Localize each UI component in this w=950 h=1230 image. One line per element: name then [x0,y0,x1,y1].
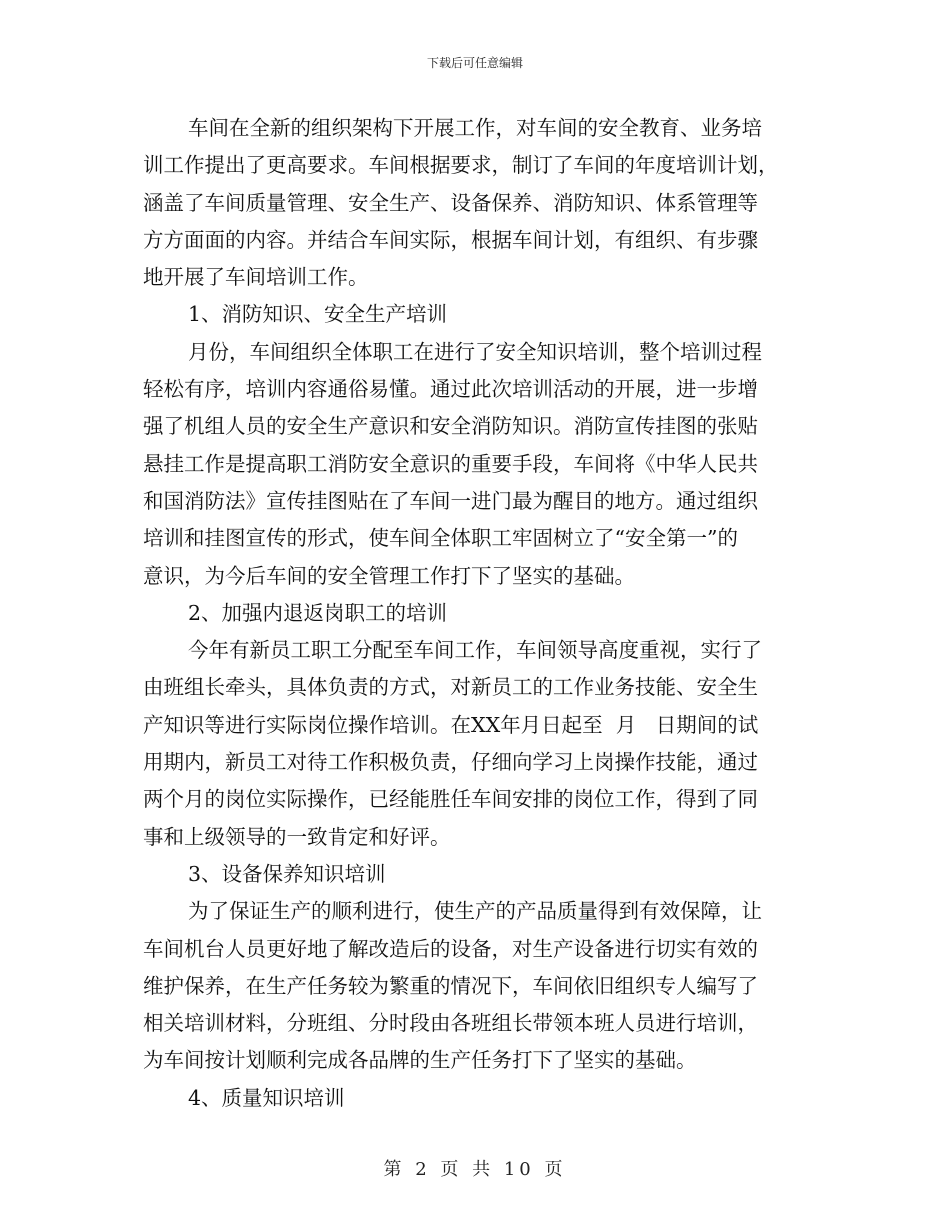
paragraph-line: 维护保养，在生产任务较为繁重的情况下，车间依旧组织专人编写了 [143,973,758,998]
paragraph-line: 车间在全新的组织架构下开展工作，对车间的安全教育、业务培 [188,116,762,140]
page-footer: 第 2 页 共 10 页 [383,1159,567,1180]
paragraph-line: 地开展了车间培训工作。 [143,265,369,290]
paragraph-line: 用期内，新员工对待工作积极负责，仔细向学习上岗操作技能，通过 [143,750,758,775]
paragraph-line: 悬挂工作是提高职工消防安全意识的重要手段，车间将《中华人民共 [143,451,758,476]
paragraph-line: 两个月的岗位实际操作，已经能胜任车间安排的岗位工作，得到了同 [143,787,758,812]
paragraph-line: 车间机台人员更好地了解改造后的设备，对生产设备进行切实有效的 [143,936,758,961]
paragraph-line: 强了机组人员的安全生产意识和安全消防知识。消防宣传挂图的张贴 [143,414,758,439]
paragraph-line: 为了保证生产的顺利进行，使生产的产品质量得到有效保障，让 [188,899,762,924]
section-heading: 3、设备保养知识培训 [188,861,386,886]
paragraph-line: 为车间按计划顺利完成各品牌的生产任务打下了坚实的基础。 [143,1048,697,1073]
section-heading: 4、质量知识培训 [188,1085,345,1110]
paragraph-line: 方方面面的内容。并结合车间实际，根据车间计划，有组织、有步骤 [143,227,758,252]
section-heading: 2、加强内退返岗职工的培训 [188,600,448,625]
paragraph-line: 由班组长牵头，具体负责的方式，对新员工的工作业务技能、安全生 [143,675,758,700]
paragraph-line: 意识，为今后车间的安全管理工作打下了坚实的基础。 [143,563,635,588]
page-header: 下载后可任意编辑 [426,56,523,70]
paragraph-line: 产知识等进行实际岗位操作培训。在XX年月日起至 月 日期间的试 [143,712,759,737]
paragraph-line: 月份，车间组织全体职工在进行了安全知识培训，整个培训过程 [188,339,762,364]
paragraph-line: 涵盖了车间质量管理、安全生产、设备保养、消防知识、体系管理等 [143,190,758,215]
document-body [143,110,808,1117]
paragraph-line: 和国消防法》宣传挂图贴在了车间一进门最为醒目的地方。通过组织 [143,488,758,513]
paragraph-line: 培训和挂图宣传的形式，使车间全体职工牢固树立了“安全第一”的 [143,526,738,551]
paragraph-line: 相关培训材料，分班组、分时段由各班组长带领本班人员进行培训， [143,1011,758,1036]
paragraph-line: 训工作提出了更高要求。车间根据要求，制订了车间的年度培训计划， [143,153,779,178]
section-heading: 1、消防知识、安全生产培训 [188,302,448,327]
paragraph-line: 轻松有序，培训内容通俗易懂。通过此次培训活动的开展，进一步增 [143,377,758,402]
paragraph-line: 事和上级领导的一致肯定和好评。 [143,824,451,849]
paragraph-line: 今年有新员工职工分配至车间工作，车间领导高度重视，实行了 [188,638,762,663]
